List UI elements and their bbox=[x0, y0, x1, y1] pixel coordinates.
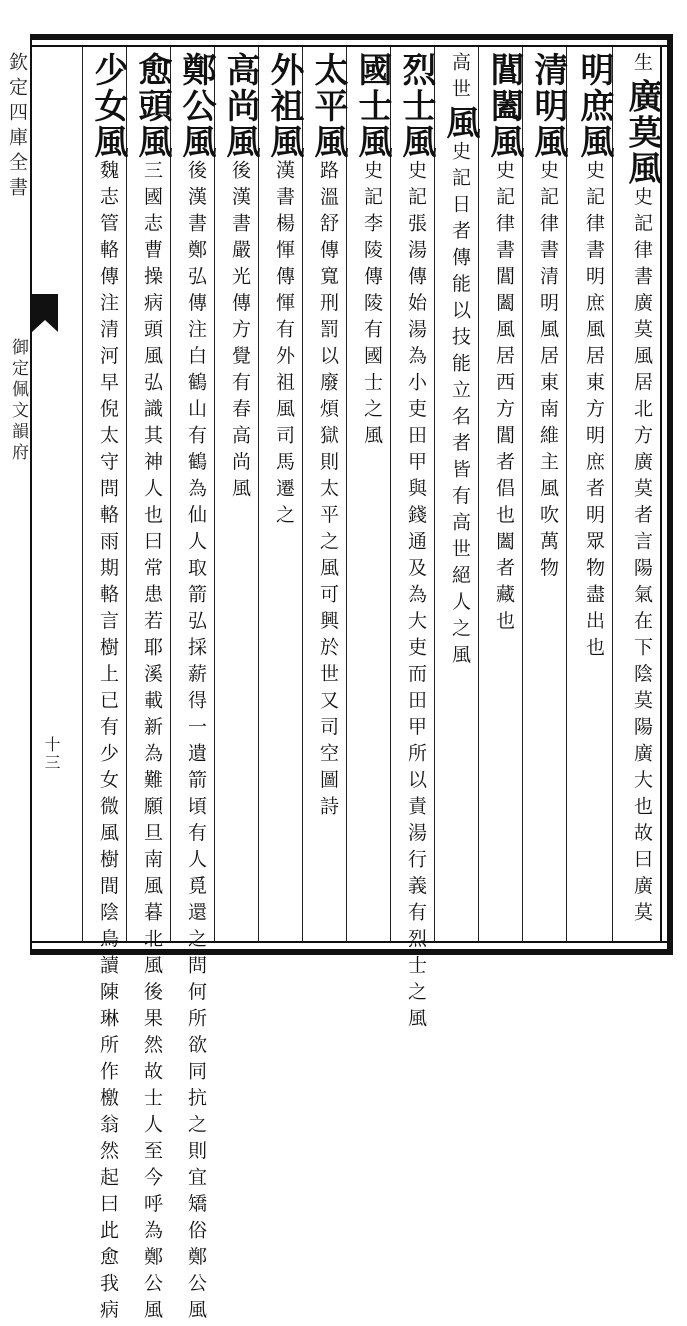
text-column-6 bbox=[396, 52, 436, 1035]
gloss-text: 生 bbox=[631, 52, 653, 79]
headword: 太平風 bbox=[308, 52, 348, 160]
margin-collection-title: 欽定四庫全書 bbox=[6, 52, 28, 202]
frame-right-border bbox=[667, 34, 673, 955]
column-divider bbox=[522, 47, 523, 941]
text-column-1 bbox=[618, 52, 660, 937]
headword: 國士風 bbox=[352, 52, 392, 160]
frame-top-border bbox=[30, 34, 673, 40]
column-divider bbox=[612, 47, 613, 941]
text-column-7 bbox=[352, 52, 390, 937]
headword: 鄭公風 bbox=[176, 52, 216, 160]
headword: 烈士風 bbox=[396, 52, 436, 160]
gloss-text: 漢書楊惲傳惲有外祖風 bbox=[273, 160, 295, 425]
column-divider bbox=[346, 47, 347, 941]
gloss-text: 史記張湯傳始湯為小吏田甲與錢通及為大吏而田甲所以責湯行義有烈士之風 bbox=[405, 160, 427, 1035]
headword: 愈頭風 bbox=[132, 52, 172, 160]
text-column-3 bbox=[528, 52, 566, 937]
column-divider bbox=[390, 47, 391, 941]
column-divider bbox=[82, 47, 83, 941]
gloss-text: 史記日者傳能以技能立名者皆有高世絕人之風 bbox=[449, 141, 471, 671]
text-column-2 bbox=[572, 52, 612, 937]
gloss-text: 魏志管輅傳注清河早倪太守問輅雨期輅言樹上已有少女微風樹間陰鳥讀陳琳所作檄翁然起曰此愈我病 bbox=[97, 160, 119, 1326]
gloss-text: 史記律書清明風居東南維主風吹萬物 bbox=[537, 160, 559, 584]
gloss-text: 史記律書明庶風居東方明庶者明眾物盡出也 bbox=[583, 160, 605, 664]
headword: 外祖風 bbox=[264, 52, 304, 160]
gloss-text: 史記律書廣莫風居北方廣莫者言陽氣在下陰莫陽廣大也故曰廣莫 bbox=[631, 186, 653, 929]
gloss-text: 史記律書閶闔風居西方閶者倡也闔者藏也 bbox=[493, 160, 515, 637]
text-column-10 bbox=[220, 52, 258, 937]
column-divider bbox=[566, 47, 567, 941]
column-divider bbox=[126, 47, 127, 941]
column-divider bbox=[478, 47, 479, 941]
column-divider bbox=[170, 47, 171, 941]
gloss-text: 三國志曹操病頭風弘識其神人也曰常患若耶溪載新為難願旦南風暮北風後果然故士人至今呼為鄭公風 bbox=[141, 160, 163, 1326]
headword: 少女風 bbox=[88, 52, 128, 160]
gloss-text: 後漢書鄭弘傳注白鶴山有鶴為仙人取箭弘採薪得一遺箭頃有人覓還之問何所欲同抗之則宜矯俗鄭公風 bbox=[185, 160, 207, 1326]
text-column-12 bbox=[132, 52, 172, 1326]
headword: 風 bbox=[440, 105, 480, 141]
column-divider bbox=[214, 47, 215, 941]
headword: 明庶風 bbox=[574, 52, 614, 160]
headword: 高尚風 bbox=[220, 52, 260, 160]
gloss-text: 司馬遷之 bbox=[273, 425, 295, 531]
text-column-9 bbox=[264, 52, 302, 937]
text-column-11 bbox=[176, 52, 216, 1326]
text-column-8 bbox=[308, 52, 346, 937]
text-column-5 bbox=[440, 52, 478, 937]
column-divider bbox=[302, 47, 303, 941]
gloss-text: 高世 bbox=[449, 52, 471, 105]
text-column-4 bbox=[484, 52, 522, 937]
frame-bottom-border bbox=[30, 949, 673, 955]
gloss-text: 史記李陵傳陵有國士之風 bbox=[361, 160, 383, 452]
column-divider bbox=[434, 47, 435, 941]
frame-bottom-inner-border bbox=[30, 941, 673, 943]
page-number: 十三 bbox=[42, 736, 61, 772]
headword: 廣莫風 bbox=[622, 78, 662, 187]
column-divider bbox=[258, 47, 259, 941]
text-column-13 bbox=[88, 52, 128, 1326]
gloss-text: 後漢書嚴光傳方覺有春高尚風 bbox=[229, 160, 251, 505]
fishtail-mark-icon bbox=[32, 294, 58, 332]
headword: 清明風 bbox=[528, 52, 568, 160]
gloss-text: 路溫舒傳寬刑罰以廢煩獄則太平之風可興於世又司空圖詩 bbox=[317, 160, 339, 823]
margin-book-title: 御定佩文韻府 bbox=[8, 338, 28, 464]
headword: 閶闔風 bbox=[484, 52, 524, 160]
